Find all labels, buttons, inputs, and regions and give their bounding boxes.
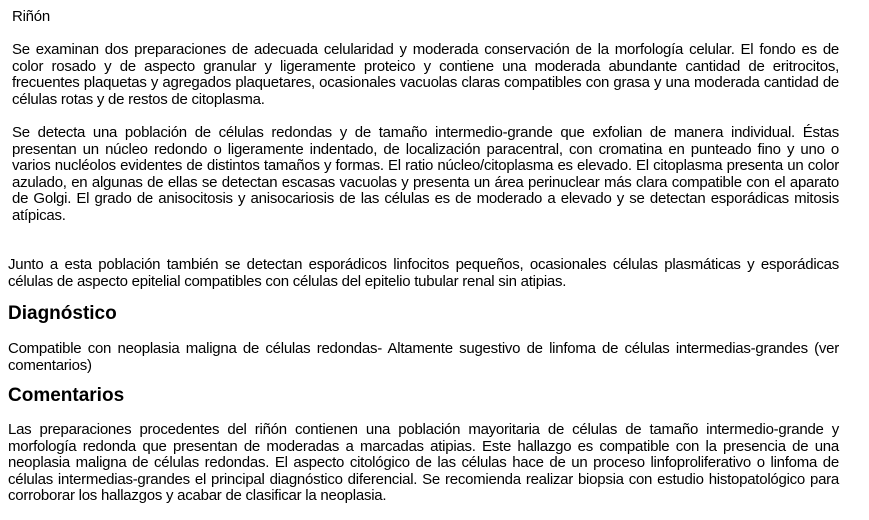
diagnosis-heading: Diagnóstico xyxy=(8,303,117,324)
description-paragraph-2: Se detecta una población de células redondas y de tamaño intermedio-grande que exfolian de manera individual. Éstas presentan un núcleo redondo o ligeramente indentado, de localización paracentral, con cromatina en punteado fino y uno o varios nucléolos evidentes de distintos tamaños y formas. El ratio núcleo/citoplasma es elevado. El citoplasma presenta un color azulado, en algunas de ellas se detectan escasas vacuolas y presenta un área perinuclear más clara compatible con el aparato de Golgi. El grado de anisocitosis y anisocariosis de las células es de moderado a elevado y se detectan esporádicas mitosis atípicas. xyxy=(12,124,839,224)
description-paragraph-1: Se examinan dos preparaciones de adecuada celularidad y moderada conservación de la morfología celular. El fondo es de color rosado y de aspecto granular y ligeramente proteico y contiene una moderada abundante cantidad de eritrocitos, frecuentes plaquetas y agregados plaquetares, ocasionales vacuolas claras compatibles con grasa y una moderada cantidad de células rotas y de restos de citoplasma. xyxy=(12,41,839,108)
comments-text: Las preparaciones procedentes del riñón contienen una población mayoritaria de células de tamaño intermedio-grande y morfología redonda que presentan de moderadas a marcadas atipias. Este hallazgo es compatible con la presencia de una neoplasia maligna de células redondas. El aspecto citológico de las células hace de un proceso linfoproliferativo o linfoma de células intermedias-grandes el principal diagnóstico diferencial. Se recomienda realizar biopsia con estudio histopatológico para corroborar los hallazgos y acabar de clasificar la neoplasia. xyxy=(8,421,839,505)
diagnosis-text: Compatible con neoplasia maligna de células redondas- Altamente sugestivo de linfoma de células intermedias-grandes (ver comentarios) xyxy=(8,340,839,374)
description-paragraph-3: Junto a esta población también se detectan esporádicos linfocitos pequeños, ocasionales células plasmáticas y esporádicas células de aspecto epitelial compatibles con células del epitelio tubular renal sin atipias. xyxy=(8,256,839,290)
organ-label: Riñón xyxy=(12,8,50,25)
comments-heading: Comentarios xyxy=(8,385,125,406)
